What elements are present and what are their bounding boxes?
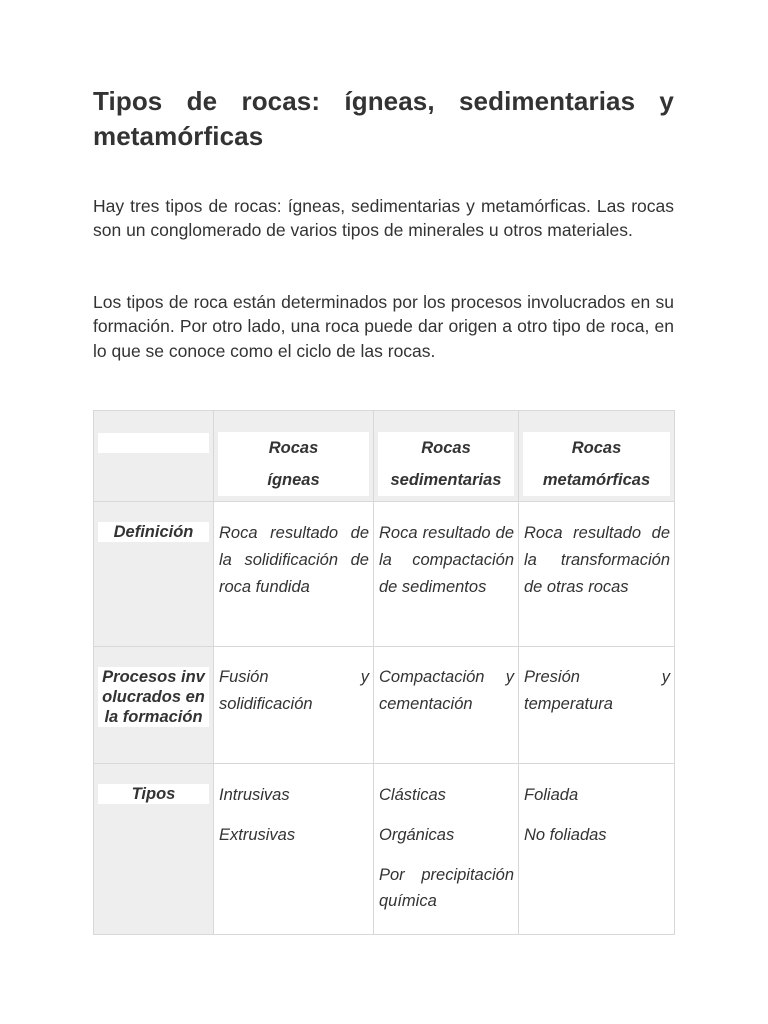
table-row (94, 764, 675, 935)
tipo-item: Clásticas (379, 786, 446, 804)
tipo-item: Foliada (524, 786, 579, 804)
header-empty-cell (94, 411, 214, 502)
row-label-tipos: Tipos (98, 784, 209, 804)
header-sedimentarias-line1: Rocas (421, 439, 471, 457)
tipo-item: Extrusivas (219, 826, 296, 844)
cell-definicion-metamorficas: Roca resultado de la transformación de otras rocas (519, 502, 675, 647)
cell-definicion-sedimentarias: Roca resultado de la compactación de sedimentos (374, 502, 519, 647)
page-title: Tipos de rocas: ígneas, sedimentarias y metamórficas (93, 86, 674, 151)
row-label-definicion: Definición (98, 522, 209, 542)
table-row (94, 647, 675, 764)
cell-tipos-igneas (214, 764, 374, 935)
intro-paragraph: Hay tres tipos de rocas: ígneas, sedimentarias y metamórficas. Las rocas son un conglomerado de varios tipos de minerales u otros materiales. (93, 196, 674, 241)
cell-procesos-sedimentarias: Compactación y cementación (374, 647, 519, 764)
tipo-item: Intrusivas (219, 786, 290, 804)
tipo-item: Orgánicas (379, 826, 455, 844)
header-igneas (214, 411, 374, 502)
header-igneas-line2: ígneas (267, 471, 320, 489)
tipo-item: Por precipitación química (379, 866, 514, 910)
cell-procesos-igneas: Fusión y solidificación (214, 647, 374, 764)
cell-procesos-metamorficas: Presión y temperatura (519, 647, 675, 764)
row-header-procesos (94, 647, 214, 764)
cell-tipos-sedimentarias (374, 764, 519, 935)
header-metamorficas-line1: Rocas (571, 439, 622, 457)
tipo-item: No foliadas (524, 826, 607, 844)
header-sedimentarias (374, 411, 519, 502)
rock-types-table (93, 410, 675, 935)
table-header-row (94, 411, 675, 502)
header-sedimentarias-line2: sedimentarias (390, 471, 502, 489)
row-header-definicion (94, 502, 214, 647)
cell-definicion-igneas: Roca resultado de la solidificación de roca fundida (214, 502, 374, 647)
header-metamorficas (519, 411, 675, 502)
row-label-procesos: Procesos involucrados en la formación (98, 667, 209, 727)
formation-paragraph: Los tipos de roca están determinados por los procesos involucrados en su formación. Por otro lado, una roca puede dar origen a otro tipo de roca, en lo que se conoce como el ciclo de las rocas. (93, 292, 674, 361)
table-row (94, 502, 675, 647)
cell-tipos-metamorficas (519, 764, 675, 935)
header-igneas-line1: Rocas (268, 439, 319, 457)
header-metamorficas-line2: metamórficas (542, 471, 651, 489)
row-header-tipos (94, 764, 214, 935)
